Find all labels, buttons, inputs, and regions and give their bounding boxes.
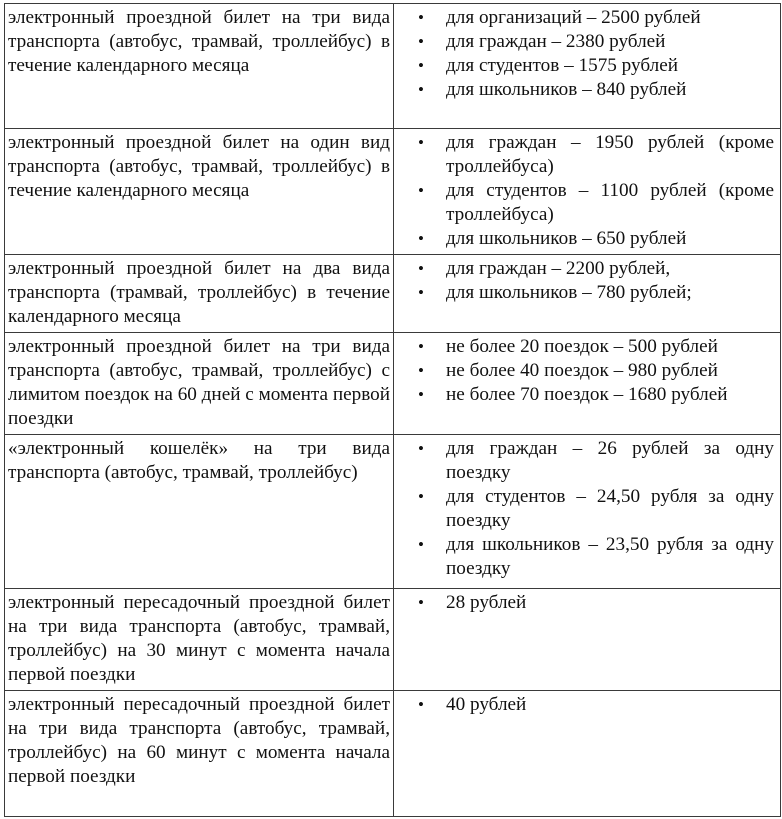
price-list <box>394 6 774 102</box>
table-row <box>5 589 781 691</box>
ticket-prices <box>394 333 781 435</box>
price-item <box>394 437 774 485</box>
price-item <box>394 131 774 179</box>
bullet-icon: • <box>418 80 424 99</box>
price-item <box>394 54 774 78</box>
bullet-icon: • <box>418 593 424 612</box>
price-text: не более 40 поездок – 980 рублей <box>446 360 718 381</box>
price-list <box>394 437 774 581</box>
price-list <box>394 591 774 615</box>
ticket-prices <box>394 589 781 691</box>
price-text: 28 рублей <box>446 592 527 613</box>
price-text: для школьников – 780 рублей; <box>446 282 692 303</box>
price-list <box>394 257 774 305</box>
price-text: для школьников – 23,50 рубля за одну поездку <box>446 534 774 579</box>
price-item <box>394 227 774 251</box>
bullet-icon: • <box>418 32 424 51</box>
fare-table <box>4 3 781 817</box>
table-row <box>5 691 781 817</box>
price-text: для граждан – 2380 рублей <box>446 31 666 52</box>
table-row <box>5 333 781 435</box>
ticket-description: электронный проездной билет на три вида транспорта (автобус, трамвай, троллейбус) в течение календарного месяца <box>5 4 394 129</box>
ticket-prices <box>394 691 781 817</box>
price-text: для студентов – 24,50 рубля за одну поездку <box>446 486 774 531</box>
price-list <box>394 693 774 717</box>
price-item <box>394 591 774 615</box>
price-item <box>394 533 774 581</box>
price-text: для организаций – 2500 рублей <box>446 7 701 28</box>
ticket-description: электронный проездной билет на два вида транспорта (трамвай, троллейбус) в течение календарного месяца <box>5 255 394 333</box>
fare-table-body <box>5 4 781 817</box>
bullet-icon: • <box>418 259 424 278</box>
bullet-icon: • <box>418 283 424 302</box>
price-item <box>394 383 774 407</box>
bullet-icon: • <box>418 56 424 75</box>
bullet-icon: • <box>418 181 424 200</box>
price-item <box>394 359 774 383</box>
price-text: не более 20 поездок – 500 рублей <box>446 336 718 357</box>
ticket-prices <box>394 4 781 129</box>
table-row <box>5 435 781 589</box>
price-text: для граждан – 1950 рублей (кроме троллейбуса) <box>446 132 774 177</box>
price-item <box>394 78 774 102</box>
price-item <box>394 335 774 359</box>
price-item <box>394 693 774 717</box>
ticket-prices <box>394 255 781 333</box>
price-item <box>394 281 774 305</box>
price-item <box>394 179 774 227</box>
table-row <box>5 255 781 333</box>
bullet-icon: • <box>418 695 424 714</box>
price-item <box>394 485 774 533</box>
table-row <box>5 129 781 255</box>
ticket-description: электронный проездной билет на один вид транспорта (автобус, трамвай, троллейбус) в течение календарного месяца <box>5 129 394 255</box>
table-row <box>5 4 781 129</box>
price-text: для школьников – 840 рублей <box>446 79 687 100</box>
ticket-description: «электронный кошелёк» на три вида транспорта (автобус, трамвай, троллейбус) <box>5 435 394 589</box>
ticket-prices <box>394 435 781 589</box>
bullet-icon: • <box>418 439 424 458</box>
bullet-icon: • <box>418 385 424 404</box>
price-text: для студентов – 1100 рублей (кроме троллейбуса) <box>446 180 774 225</box>
bullet-icon: • <box>418 361 424 380</box>
price-text: не более 70 поездок – 1680 рублей <box>446 384 728 405</box>
price-item <box>394 30 774 54</box>
bullet-icon: • <box>418 133 424 152</box>
ticket-prices <box>394 129 781 255</box>
ticket-description: электронный пересадочный проездной билет на три вида транспорта (автобус, трамвай, троллейбус) на 60 минут с момента начала первой поездки <box>5 691 394 817</box>
price-item <box>394 257 774 281</box>
price-text: для студентов – 1575 рублей <box>446 55 679 76</box>
price-text: 40 рублей <box>446 694 527 715</box>
ticket-description: электронный проездной билет на три вида транспорта (автобус, трамвай, троллейбус) с лимитом поездок на 60 дней с момента первой поездки <box>5 333 394 435</box>
price-text: для школьников – 650 рублей <box>446 228 687 249</box>
bullet-icon: • <box>418 535 424 554</box>
price-item <box>394 6 774 30</box>
price-text: для граждан – 26 рублей за одну поездку <box>446 438 774 483</box>
bullet-icon: • <box>418 337 424 356</box>
price-list <box>394 131 774 251</box>
bullet-icon: • <box>418 8 424 27</box>
ticket-description: электронный пересадочный проездной билет на три вида транспорта (автобус, трамвай, троллейбус) на 30 минут с момента начала первой поездки <box>5 589 394 691</box>
bullet-icon: • <box>418 229 424 248</box>
bullet-icon: • <box>418 487 424 506</box>
price-list <box>394 335 774 407</box>
price-text: для граждан – 2200 рублей, <box>446 258 671 279</box>
